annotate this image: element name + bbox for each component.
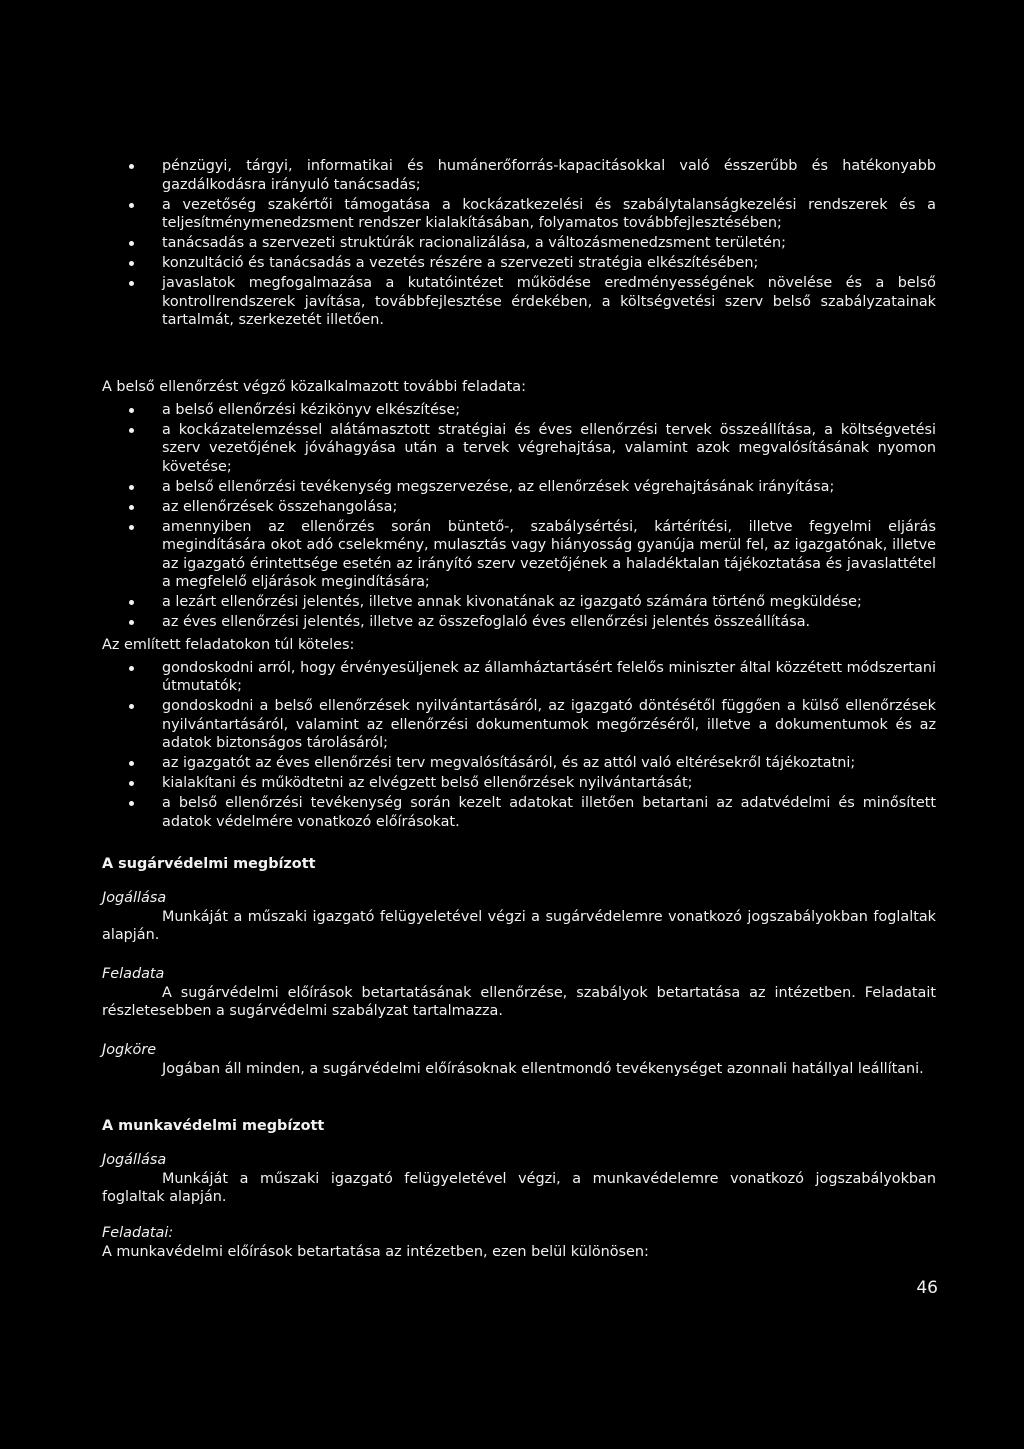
radiation-task-text: A sugárvédelmi előírások betartatásának ellenőrzése, szabályok betartatása az intézetben. Feladatait részletesebben a sugárvédelmi szabályzat tartalmazza. (102, 984, 936, 1019)
list-item: az éves ellenőrzési jelentés, illetve az összefoglaló éves ellenőrzési jelentés összeállítása. (102, 613, 936, 632)
safety-officer-section (102, 1117, 936, 1136)
safety-officer-status (102, 1151, 936, 1207)
top-bullet-list (102, 157, 936, 330)
safety-status-label: Jogállása (102, 1152, 167, 1168)
top-bullet-list-block (102, 157, 936, 331)
safety-officer-heading: A munkavédelmi megbízott (102, 1118, 325, 1134)
list-item: pénzügyi, tárgyi, informatikai és humánerőforrás-kapacitásokkal való ésszerűbb és hatékonyabb gazdálkodásra irányuló tanácsadás; (102, 157, 936, 194)
radiation-status-label: Jogállása (102, 890, 167, 906)
page-number: 46 (916, 1278, 938, 1298)
obligations-section (102, 636, 936, 833)
list-item: a belső ellenőrzési tevékenység megszervezése, az ellenőrzések végrehajtásának irányítása; (102, 478, 936, 497)
list-item: a belső ellenőrzési tevékenység során kezelt adatokat illetően betartani az adatvédelmi és minősített adatok védelmére vonatkozó előírásokat. (102, 794, 936, 831)
list-item: a vezetőség szakértői támogatása a kockázatkezelési és szabálytalanságkezelési rendszerek és a teljesítménymenedzsment rendszer kialakításában, folyamatos továbbfejlesztésében; (102, 196, 936, 233)
radiation-task-label: Feladata (102, 966, 165, 982)
radiation-officer-authority (102, 1041, 936, 1078)
obligations-intro: Az említett feladatokon túl köteles: (102, 637, 355, 653)
list-item: az igazgatót az éves ellenőrzési terv megvalósításáról, és az attól való eltérésekről tájékoztatni; (102, 754, 936, 773)
internal-audit-intro: A belső ellenőrzést végző közalkalmazott további feladata: (102, 379, 526, 395)
radiation-authority-label: Jogköre (102, 1042, 157, 1058)
radiation-officer-heading: A sugárvédelmi megbízott (102, 856, 316, 872)
list-item: kialakítani és működtetni az elvégzett belső ellenőrzések nyilvántartását; (102, 774, 936, 793)
list-item: a lezárt ellenőrzési jelentés, illetve annak kivonatának az igazgató számára történő megküldése; (102, 593, 936, 612)
radiation-officer-task (102, 965, 936, 1021)
radiation-status-text: Munkáját a műszaki igazgató felügyeletével végzi a sugárvédelemre vonatkozó jogszabályokban foglaltak alapján. (102, 908, 936, 943)
list-item: gondoskodni a belső ellenőrzések nyilvántartásáról, az igazgató döntésétől függően a külső ellenőrzések nyilvántartásáról, valamint az ellenőrzési dokumentumok megőrzéséről, illetve a dokumentumok és az adatok biztonságos tárolásáról; (102, 697, 936, 753)
internal-audit-section (102, 378, 936, 633)
list-item: az ellenőrzések összehangolása; (102, 498, 936, 517)
list-item: javaslatok megfogalmazása a kutatóintézet működése eredményességének növelése és a belső kontrollrendszerek javítása, továbbfejlesztése érdekében, a költségvetési szerv belső szabályzatainak tartalmát, szerkezetét illetően. (102, 274, 936, 330)
list-item: gondoskodni arról, hogy érvényesüljenek az államháztartásért felelős miniszter által közzétett módszertani útmutatók; (102, 659, 936, 696)
list-item: a kockázatelemzéssel alátámasztott stratégiai és éves ellenőrzési tervek összeállítása, a költségvetési szerv vezetőjének jóváhagyása után a tervek végrehajtása, valamint azok megvalósításának nyomon követése; (102, 421, 936, 477)
list-item: konzultáció és tanácsadás a vezetés részére a szervezeti stratégia elkészítésében; (102, 254, 936, 273)
safety-status-text: Munkáját a műszaki igazgató felügyeletével végzi, a munkavédelemre vonatkozó jogszabályokban foglaltak alapján. (102, 1170, 936, 1205)
radiation-officer-section (102, 855, 936, 874)
internal-audit-list (102, 401, 936, 632)
obligations-list (102, 659, 936, 832)
safety-tasks-text: A munkavédelmi előírások betartatása az intézetben, ezen belül különösen: (102, 1243, 649, 1260)
list-item: amennyiben az ellenőrzés során büntető-, szabálysértési, kártérítési, illetve fegyelmi eljárás megindítására okot adó cselekmény, mulasztás vagy hiányosság gyanúja merül fel, az igazgatónak, illetve az igazgató érintettsége esetén az irányító szerv vezetőjének a haladéktalan tájékoztatása és javaslattétel a megfelelő eljárások megindítására; (102, 518, 936, 592)
radiation-authority-text: Jogában áll minden, a sugárvédelmi előírásoknak ellentmondó tevékenységet azonnali hatállyal leállítani. (162, 1060, 924, 1077)
radiation-officer-status (102, 889, 936, 945)
list-item: a belső ellenőrzési kézikönyv elkészítése; (102, 401, 936, 420)
list-item: tanácsadás a szervezeti struktúrák racionalizálása, a változásmenedzsment területén; (102, 234, 936, 253)
safety-tasks-label: Feladatai: (102, 1225, 174, 1241)
safety-officer-tasks (102, 1224, 936, 1261)
